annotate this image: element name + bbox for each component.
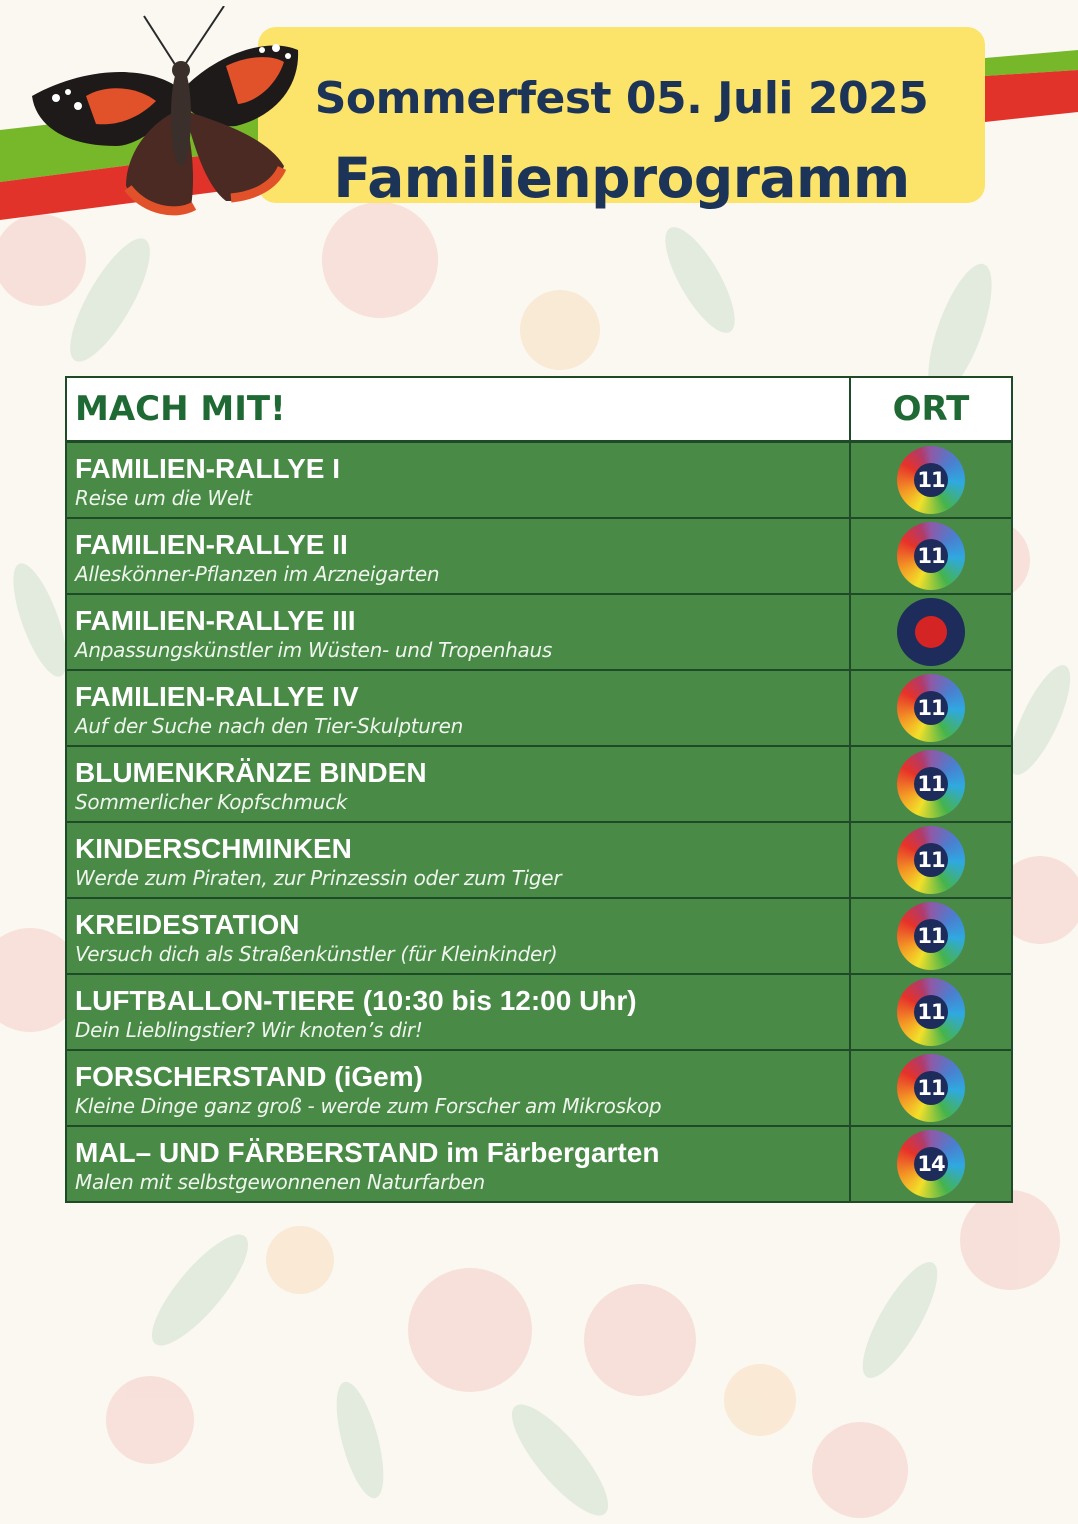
location-cell bbox=[851, 975, 1011, 1049]
table-row bbox=[67, 973, 1011, 1049]
location-cell bbox=[851, 823, 1011, 897]
activity-subtitle: Kleine Dinge ganz groß - werde zum Forscher am Mikroskop bbox=[75, 1094, 662, 1118]
activity-title: FORSCHERSTAND (iGem) bbox=[75, 1061, 423, 1092]
location-cell bbox=[851, 443, 1011, 517]
activity-title: MAL– UND FÄRBERSTAND im Färbergarten bbox=[75, 1137, 660, 1168]
activity-subtitle: Reise um die Welt bbox=[75, 486, 252, 510]
location-number-badge bbox=[897, 446, 965, 514]
location-number-badge bbox=[897, 750, 965, 818]
program-table bbox=[65, 376, 1013, 1203]
location-number-badge bbox=[897, 1054, 965, 1122]
activity-subtitle: Sommerlicher Kopfschmuck bbox=[75, 790, 348, 814]
location-number-badge bbox=[897, 902, 965, 970]
location-number: 11 bbox=[914, 1071, 948, 1105]
event-date-title: Sommerfest 05. Juli 2025 bbox=[314, 73, 929, 124]
table-row bbox=[67, 517, 1011, 593]
activity-cell bbox=[67, 1127, 851, 1201]
activity-subtitle: Werde zum Piraten, zur Prinzessin oder zum Tiger bbox=[75, 866, 562, 890]
location-cell bbox=[851, 1127, 1011, 1201]
activity-cell bbox=[67, 595, 851, 669]
location-number: 11 bbox=[914, 767, 948, 801]
activity-cell bbox=[67, 671, 851, 745]
table-row bbox=[67, 1125, 1011, 1201]
table-row bbox=[67, 443, 1011, 517]
location-number-badge bbox=[897, 522, 965, 590]
activity-title: LUFTBALLON-TIERE (10:30 bis 12:00 Uhr) bbox=[75, 985, 637, 1016]
activity-cell bbox=[67, 975, 851, 1049]
table-row bbox=[67, 745, 1011, 821]
activity-title: FAMILIEN-RALLYE II bbox=[75, 529, 348, 560]
activity-title: KINDERSCHMINKEN bbox=[75, 833, 352, 864]
location-number-badge bbox=[897, 826, 965, 894]
title-banner bbox=[258, 27, 985, 210]
location-cell bbox=[851, 1051, 1011, 1125]
activity-cell bbox=[67, 823, 851, 897]
location-cell bbox=[851, 595, 1011, 669]
activity-title: FAMILIEN-RALLYE IV bbox=[75, 681, 359, 712]
activity-subtitle: Auf der Suche nach den Tier-Skulpturen bbox=[75, 714, 463, 738]
location-number-badge bbox=[897, 1130, 965, 1198]
activity-subtitle: Malen mit selbstgewonnenen Naturfarben bbox=[75, 1170, 485, 1194]
activity-subtitle: Dein Lieblingstier? Wir knoten’s dir! bbox=[75, 1018, 423, 1042]
activity-cell bbox=[67, 899, 851, 973]
location-number: 11 bbox=[914, 539, 948, 573]
table-row bbox=[67, 1049, 1011, 1125]
activity-title: KREIDESTATION bbox=[75, 909, 300, 940]
activity-title: BLUMENKRÄNZE BINDEN bbox=[75, 757, 427, 788]
location-number: 14 bbox=[914, 1147, 948, 1181]
location-cell bbox=[851, 671, 1011, 745]
table-header-row bbox=[67, 378, 1011, 443]
location-dot-icon bbox=[897, 598, 965, 666]
activity-cell bbox=[67, 747, 851, 821]
activity-cell bbox=[67, 443, 851, 517]
location-number-badge bbox=[897, 978, 965, 1046]
activity-title: FAMILIEN-RALLYE III bbox=[75, 605, 356, 636]
red-dot-icon bbox=[915, 616, 947, 648]
activity-cell bbox=[67, 1051, 851, 1125]
location-number-badge bbox=[897, 674, 965, 742]
location-cell bbox=[851, 747, 1011, 821]
table-row bbox=[67, 821, 1011, 897]
table-body bbox=[67, 443, 1011, 1201]
activity-subtitle: Versuch dich als Straßenkünstler (für Kleinkinder) bbox=[75, 942, 558, 966]
page-title: Familienprogramm bbox=[333, 146, 910, 210]
location-number: 11 bbox=[914, 919, 948, 953]
activity-title: FAMILIEN-RALLYE I bbox=[75, 453, 340, 484]
butterfly-illustration bbox=[26, 6, 306, 226]
table-row bbox=[67, 669, 1011, 745]
location-column-header: ORT bbox=[892, 389, 970, 429]
location-number: 11 bbox=[914, 995, 948, 1029]
activity-subtitle: Alleskönner-Pflanzen im Arzneigarten bbox=[75, 562, 440, 586]
table-row bbox=[67, 593, 1011, 669]
location-number: 11 bbox=[914, 463, 948, 497]
activity-cell bbox=[67, 519, 851, 593]
table-row bbox=[67, 897, 1011, 973]
location-number: 11 bbox=[914, 843, 948, 877]
activity-subtitle: Anpassungskünstler im Wüsten- und Tropenhaus bbox=[75, 638, 552, 662]
location-number: 11 bbox=[914, 691, 948, 725]
location-cell bbox=[851, 519, 1011, 593]
location-cell bbox=[851, 899, 1011, 973]
activity-column-header: MACH MIT! bbox=[67, 378, 851, 440]
